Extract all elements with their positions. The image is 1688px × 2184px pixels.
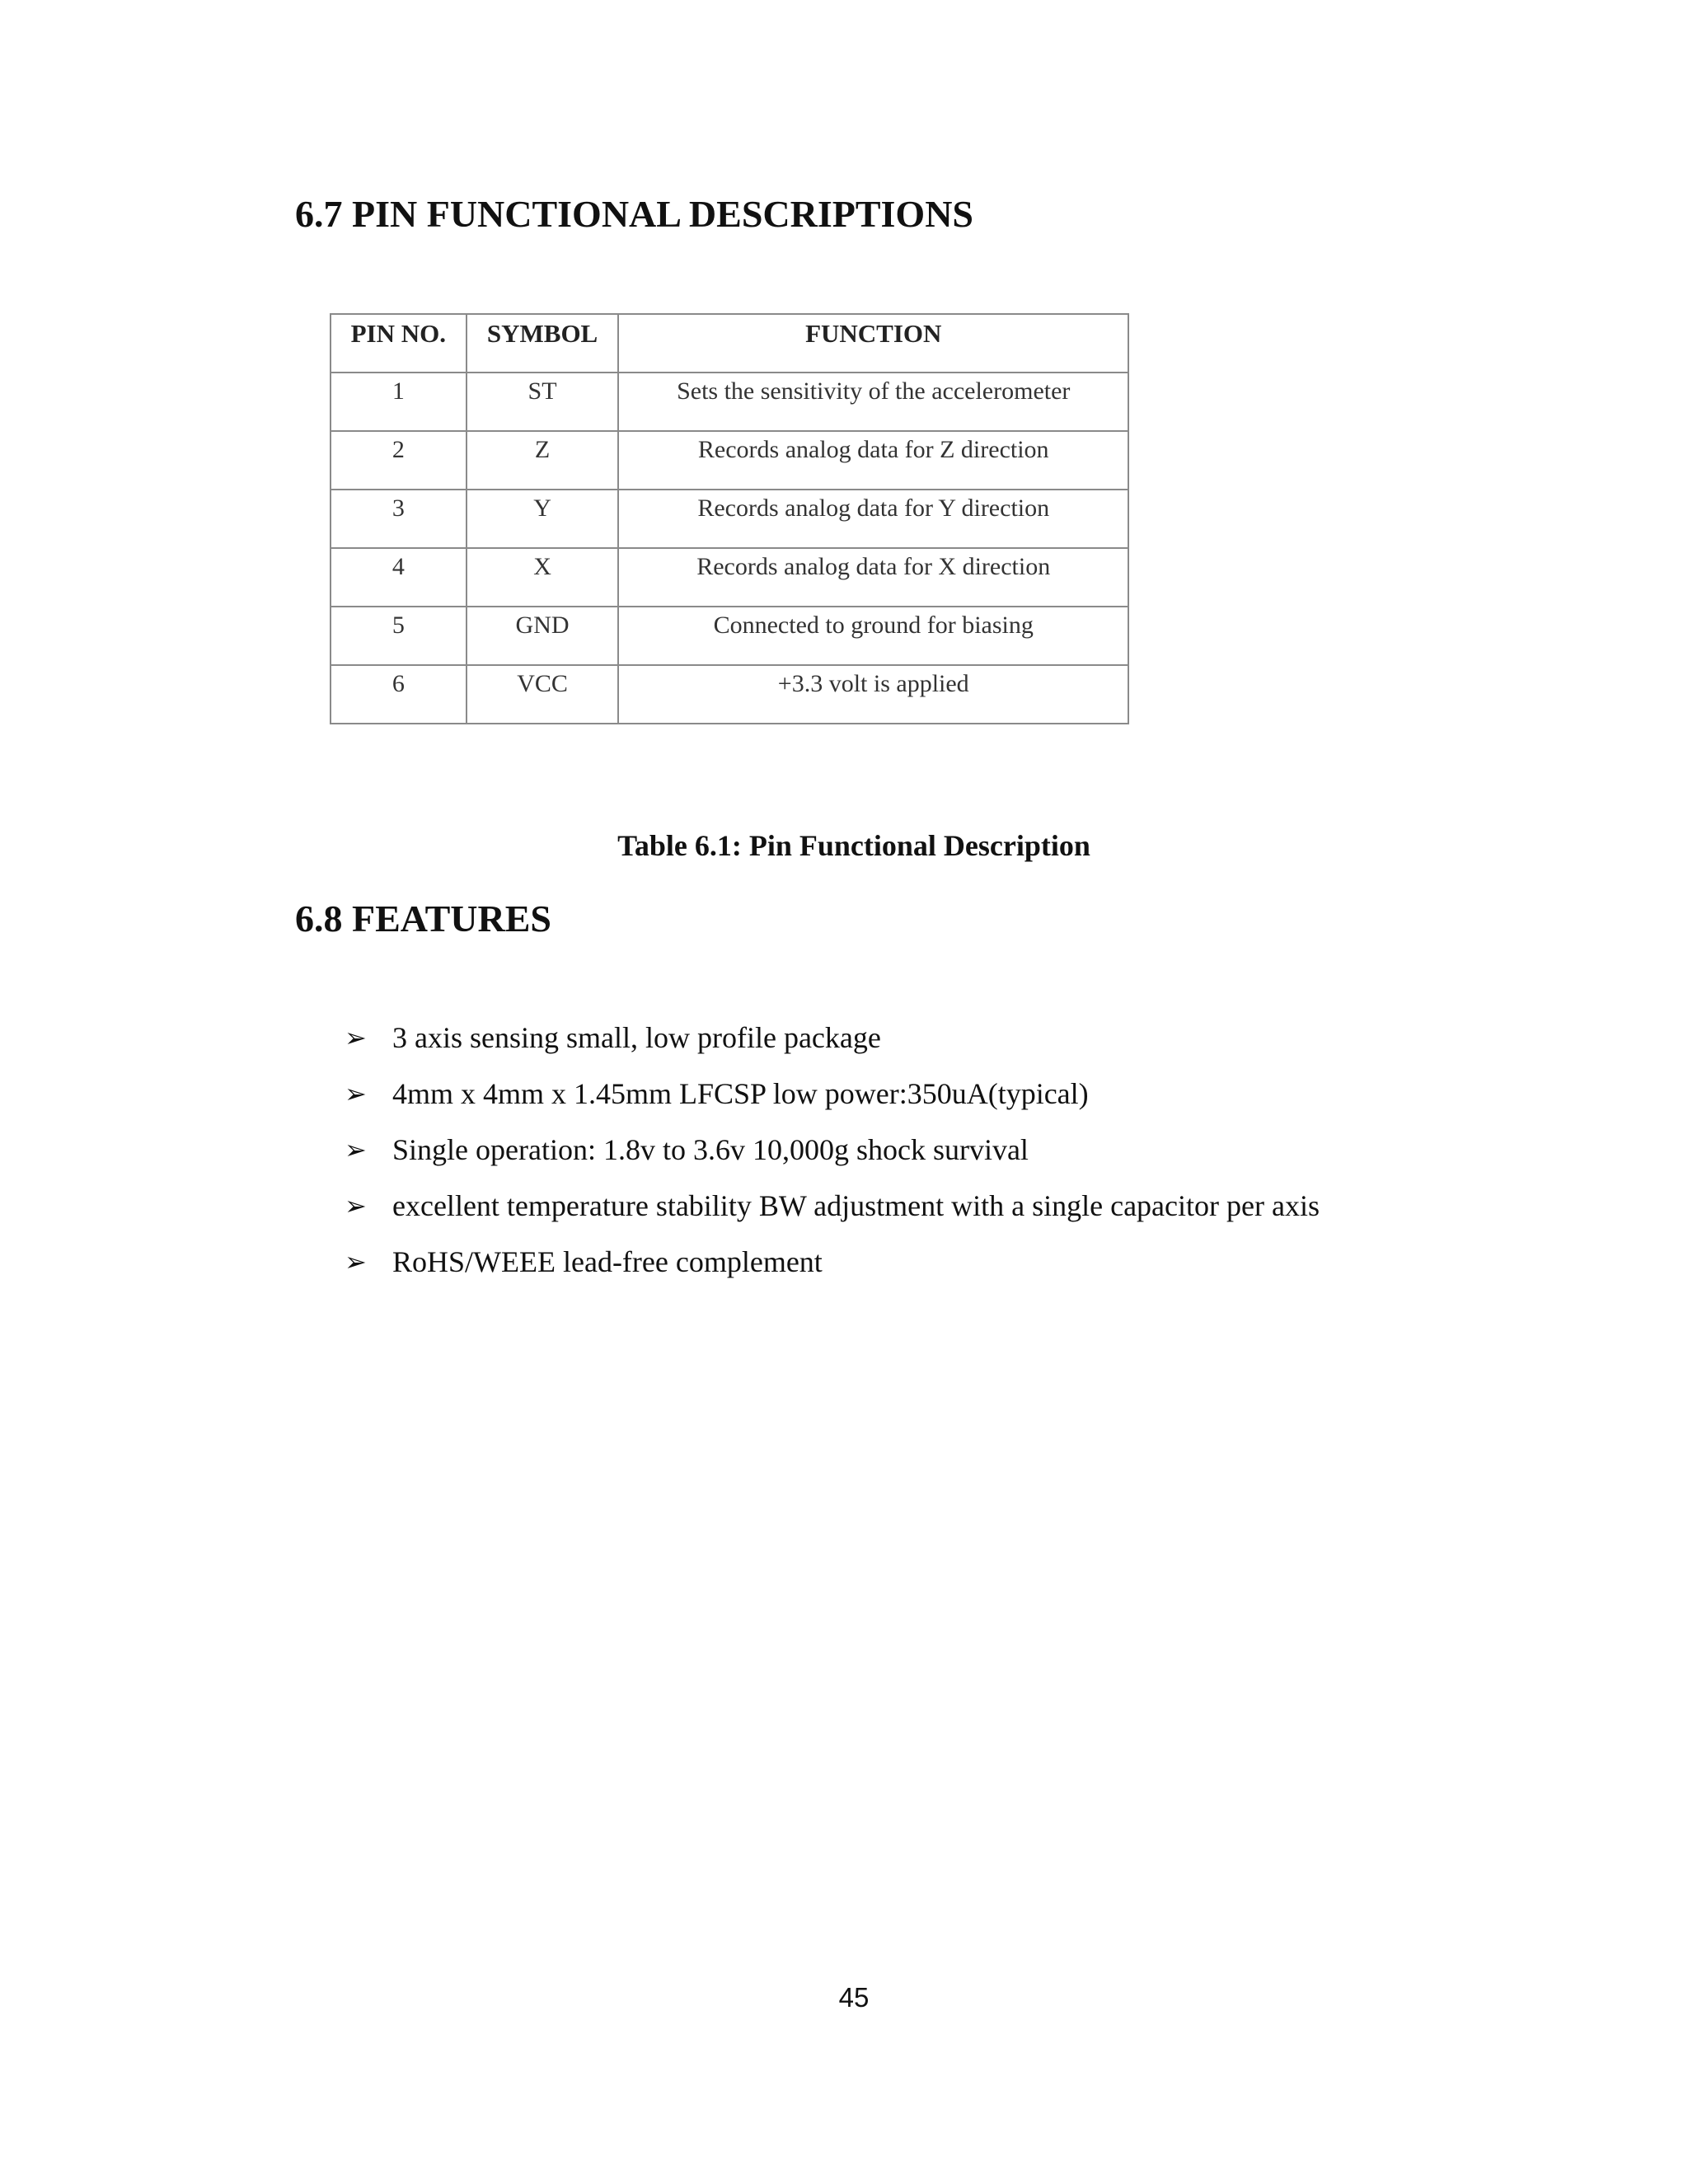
pin-number-cell: 1: [331, 373, 467, 431]
table-row: [331, 548, 1128, 607]
pin-symbol-cell: X: [467, 548, 619, 607]
arrowhead-bullet-icon: ➢: [345, 1022, 367, 1053]
feature-text: 4mm x 4mm x 1.45mm LFCSP low power:350uA(typical): [392, 1077, 1089, 1110]
table-row: [331, 607, 1128, 665]
pin-function-table: [330, 313, 1129, 724]
pin-symbol-cell: Y: [467, 490, 619, 548]
table-caption: Table 6.1: Pin Functional Description: [617, 829, 1090, 862]
arrowhead-bullet-icon: ➢: [345, 1190, 367, 1221]
pin-function-cell: Records analog data for Y direction: [618, 490, 1128, 548]
pin-number-cell: 6: [331, 665, 467, 724]
page-number: 45: [838, 1982, 870, 2013]
list-item: [345, 1010, 1320, 1066]
pin-symbol-cell: GND: [467, 607, 619, 665]
pin-function-cell: +3.3 volt is applied: [618, 665, 1128, 724]
table-row: [331, 665, 1128, 724]
table-row: [331, 490, 1128, 548]
column-header-symbol: SYMBOL: [467, 314, 619, 373]
pin-number-cell: 5: [331, 607, 467, 665]
pin-function-cell: Sets the sensitivity of the accelerometer: [618, 373, 1128, 431]
arrowhead-bullet-icon: ➢: [345, 1246, 367, 1277]
arrowhead-bullet-icon: ➢: [345, 1134, 367, 1165]
pin-number-cell: 4: [331, 548, 467, 607]
feature-text: 3 axis sensing small, low profile package: [392, 1021, 881, 1054]
table-row: [331, 431, 1128, 490]
pin-symbol-cell: VCC: [467, 665, 619, 724]
list-item: [345, 1066, 1320, 1122]
feature-text: RoHS/WEEE lead-free complement: [392, 1245, 823, 1278]
list-item: [345, 1178, 1320, 1234]
pin-symbol-cell: Z: [467, 431, 619, 490]
table-header-row: [331, 314, 1128, 373]
section-heading-features: 6.8 FEATURES: [295, 898, 551, 940]
column-header-function: FUNCTION: [618, 314, 1128, 373]
pin-function-cell: Records analog data for Z direction: [618, 431, 1128, 490]
features-list: [345, 1010, 1320, 1290]
section-heading-pin-descriptions: 6.7 PIN FUNCTIONAL DESCRIPTIONS: [295, 193, 974, 235]
pin-function-cell: Connected to ground for biasing: [618, 607, 1128, 665]
pin-function-cell: Records analog data for X direction: [618, 548, 1128, 607]
feature-text: excellent temperature stability BW adjustment with a single capacitor per axis: [392, 1189, 1320, 1222]
column-header-pin-no: PIN NO.: [331, 314, 467, 373]
pin-symbol-cell: ST: [467, 373, 619, 431]
list-item: [345, 1122, 1320, 1178]
list-item: [345, 1234, 1320, 1290]
feature-text: Single operation: 1.8v to 3.6v 10,000g shock survival: [392, 1133, 1029, 1166]
arrowhead-bullet-icon: ➢: [345, 1078, 367, 1109]
pin-number-cell: 2: [331, 431, 467, 490]
table-row: [331, 373, 1128, 431]
pin-number-cell: 3: [331, 490, 467, 548]
